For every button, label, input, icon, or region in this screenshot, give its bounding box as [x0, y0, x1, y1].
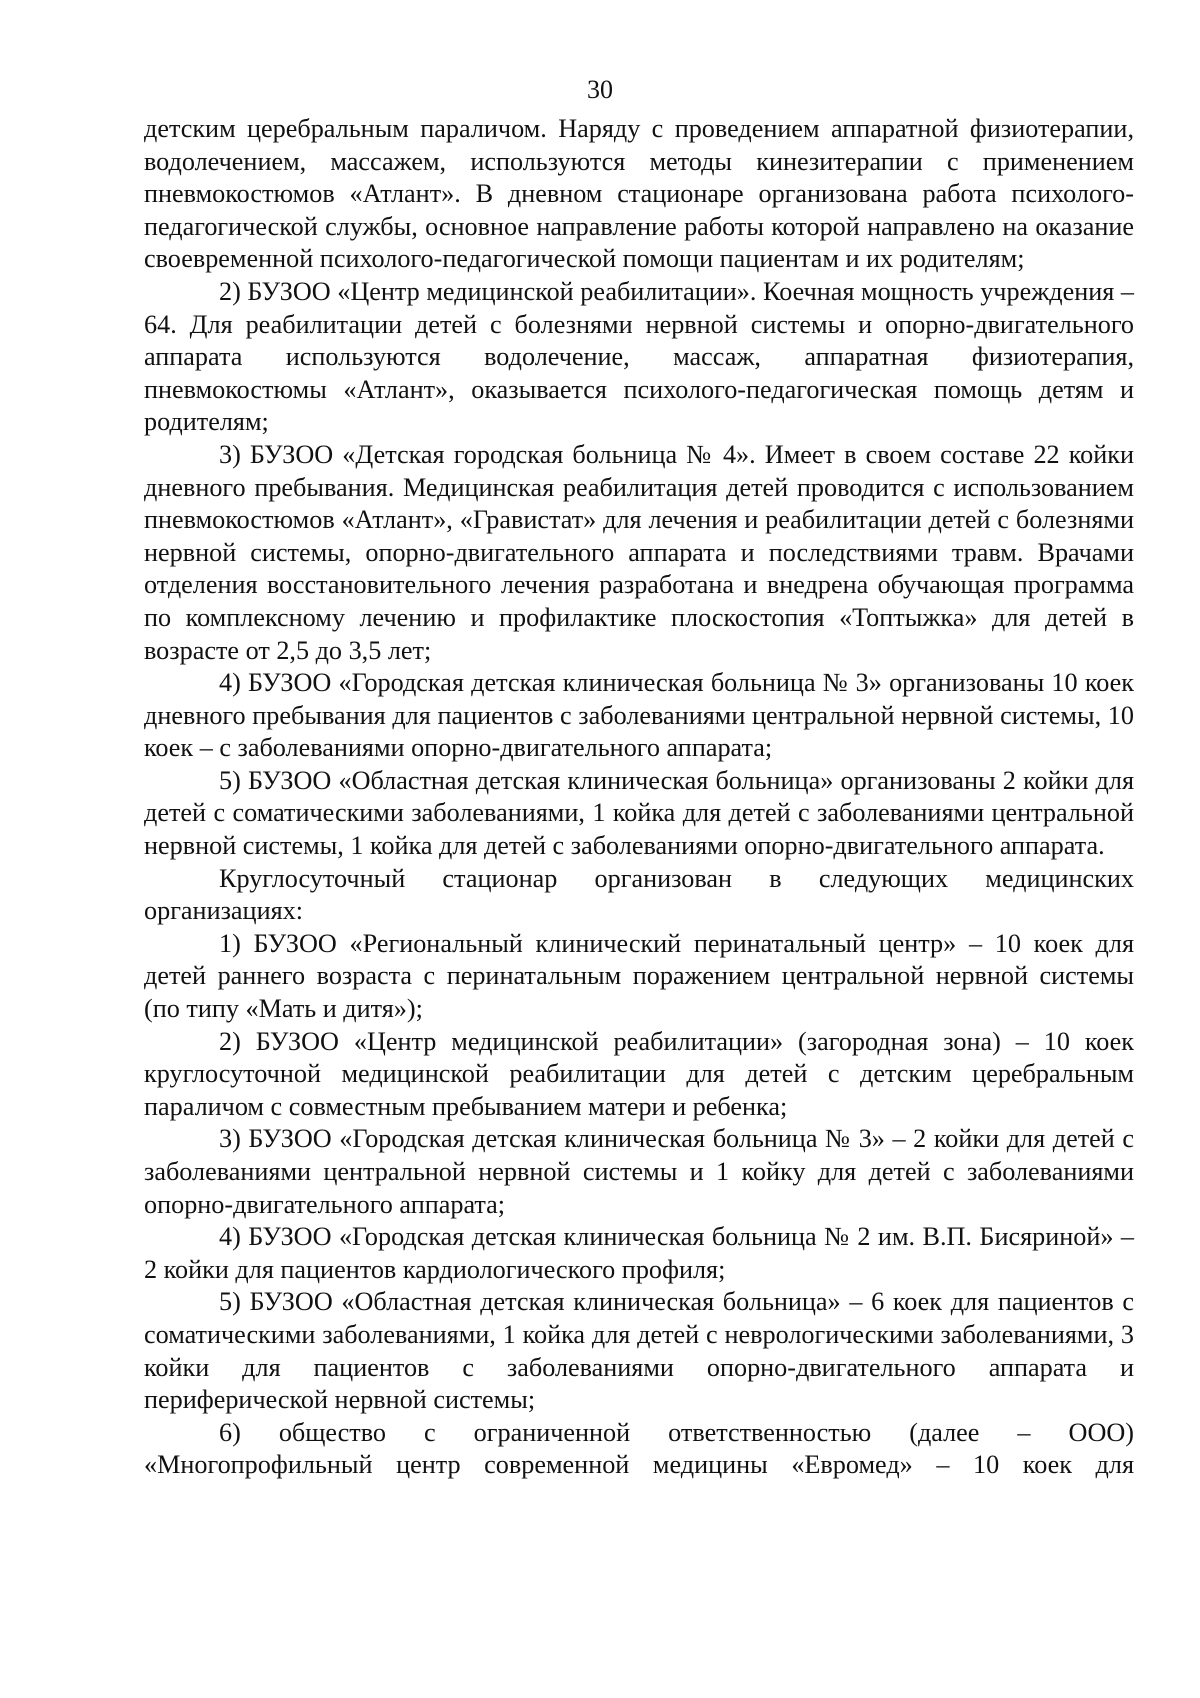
paragraph: 4) БУЗОО «Городская детская клиническая больница № 2 им. В.П. Бисяриной» – 2 койки для пациентов кардиологического профиля;	[144, 1222, 1134, 1284]
paragraph: детским церебральным параличом. Наряду с проведением аппаратной физиотерапии, водолечением, массажем, используются методы кинезитерапии с применением пневмокостюмов «Атлант». В дневном стационаре организована работа психолого-педагогической службы, основное направление работы которой направлено на оказание своевременной психолого-педагогической помощи пациентам и их родителям;	[144, 114, 1134, 274]
paragraph: 3) БУЗОО «Детская городская больница № 4». Имеет в своем составе 22 койки дневного пребывания. Медицинская реабилитация детей проводится с использованием пневмокостюмов «Атлант», «Гравистат» для лечения и реабилитации детей с болезнями нервной системы, опорно-двигательного аппарата и последствиями травм. Врачами отделения восстановительного лечения разработана и внедрена обучающая программа по комплексному лечению и профилактике плоскостопия «Топтыжка» для детей в возрасте от 2,5 до 3,5 лет;	[144, 439, 1134, 665]
paragraph: 6) общество с ограниченной ответственностью (далее – ООО) «Многопрофильный центр современной медицины «Евромед» – 10 коек для	[144, 1417, 1134, 1480]
paragraph: 2) БУЗОО «Центр медицинской реабилитации» (загородная зона) – 10 коек круглосуточной медицинской реабилитации для детей с детским церебральным параличом с совместным пребыванием матери и ребенка;	[144, 1026, 1134, 1121]
paragraph: 5) БУЗОО «Областная детская клиническая больница» организованы 2 койки для детей с соматическими заболеваниями, 1 койка для детей с заболеваниями центральной нервной системы, 1 койка для детей с заболеваниями опорно-двигательного аппарата.	[144, 765, 1134, 861]
page-number: 30	[587, 75, 613, 104]
paragraph: 4) БУЗОО «Городская детская клиническая больница № 3» организованы 10 коек дневного пребывания для пациентов с заболеваниями центральной нервной системы, 10 коек – с заболеваниями опорно-двигательного аппарата;	[144, 668, 1134, 763]
paragraph: 5) БУЗОО «Областная детская клиническая больница» – 6 коек для пациентов с соматическими заболеваниями, 1 койка для детей с неврологическими заболеваниями, 3 койки для пациентов с заболеваниями опорно-двигательного аппарата и периферической нервной системы;	[144, 1287, 1134, 1415]
paragraph: 1) БУЗОО «Региональный клинический перинатальный центр» – 10 коек для детей раннего возраста с перинатальным поражением центральной нервной системы (по типу «Мать и дитя»);	[144, 928, 1134, 1024]
paragraph: 3) БУЗОО «Городская детская клиническая больница № 3» – 2 койки для детей с заболеваниями центральной нервной системы и 1 койку для детей с заболеваниями опорно-двигательного аппарата;	[144, 1124, 1134, 1219]
paragraph: 2) БУЗОО «Центр медицинской реабилитации». Коечная мощность учреждения – 64. Для реабилитации детей с болезнями нервной системы и опорно-двигательного аппарата используются водолечение, массаж, аппаратная физиотерапия, пневмокостюмы «Атлант», оказывается психолого-педагогическая помощь детям и родителям;	[144, 276, 1134, 437]
paragraph: Круглосуточный стационар организован в следующих медицинских организациях:	[144, 863, 1134, 926]
document-body	[144, 113, 1134, 1482]
